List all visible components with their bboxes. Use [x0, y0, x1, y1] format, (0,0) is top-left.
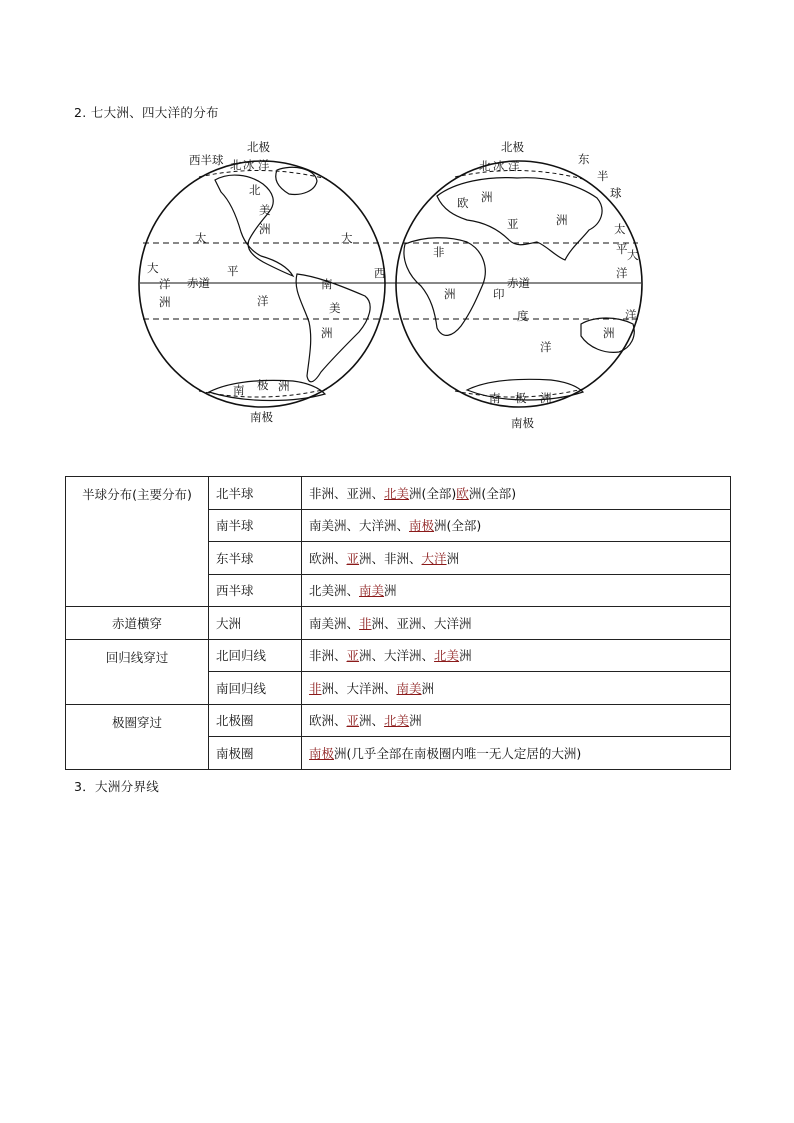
row-text-highlight: 亚	[346, 648, 360, 664]
label-west-north-pole: 北极	[247, 140, 270, 154]
label-west-arctic-3: 洋	[258, 158, 270, 172]
row-label: 北半球	[209, 477, 302, 510]
label-pacific-da: 大	[341, 231, 353, 245]
row-text: 欧洲、	[309, 713, 347, 729]
row-text: 非洲、	[309, 648, 347, 664]
label-atl-yang: 洋	[159, 277, 171, 291]
row-label: 南回归线	[209, 672, 302, 705]
label-pacific-tai: 太	[195, 231, 207, 245]
label-indian-2: 度	[517, 309, 529, 323]
group-polar-circles: 极圈穿过	[66, 704, 209, 769]
label-asia-2: 洲	[556, 213, 568, 227]
label-zhou-l: 洲	[159, 295, 171, 309]
continent-outlines-west	[209, 167, 370, 400]
row-text-highlight: 北美	[384, 485, 410, 501]
label-ant-east-1: 南	[489, 391, 501, 405]
row-content	[302, 509, 731, 542]
row-text: 洲(全部)	[468, 485, 517, 501]
west-labels	[147, 140, 386, 424]
label-na-2: 美	[259, 203, 271, 217]
row-text: 南美洲、大洋洲、	[309, 518, 410, 534]
row-text: 洲	[384, 583, 397, 599]
section-3-heading: 3．大洲分界线	[74, 779, 160, 794]
row-content	[302, 672, 731, 705]
row-label: 北回归线	[209, 639, 302, 672]
row-label: 南极圈	[209, 737, 302, 770]
row-text: 南美洲、	[309, 615, 360, 631]
western-hemisphere-outline	[139, 161, 385, 407]
row-text: 欧洲、	[309, 550, 347, 566]
group-tropics: 回归线穿过	[66, 639, 209, 704]
label-europe-2: 洲	[481, 190, 493, 204]
row-text: 非洲、亚洲、	[309, 485, 385, 501]
label-east-arctic-2: 冰	[493, 159, 505, 173]
row-text: 洲(几乎全部在南极圈内唯一无人定居的大洲)	[334, 745, 582, 761]
row-text-highlight: 非	[309, 680, 322, 696]
label-east-hemi-3: 球	[610, 186, 622, 200]
label-ant-west-3: 洲	[278, 379, 290, 393]
greenland-outline	[276, 167, 317, 194]
label-west-arctic-2: 冰	[243, 158, 255, 172]
row-content	[302, 607, 731, 640]
label-oceania-2: 洋	[625, 308, 637, 322]
row-text-highlight: 北美	[434, 648, 460, 664]
continent-distribution-table	[65, 476, 731, 770]
row-text-highlight: 欧	[456, 485, 469, 501]
row-text-highlight: 非	[359, 615, 372, 631]
row-content	[302, 477, 731, 510]
label-xi: 西	[374, 266, 386, 280]
label-pac-yang: 洋	[257, 294, 269, 308]
row-text-highlight: 北美	[384, 713, 410, 729]
group-equator: 赤道横穿	[66, 607, 209, 640]
section-2-heading: 2. 七大洲、四大洋的分布	[74, 105, 219, 120]
row-content	[302, 704, 731, 737]
table-row	[66, 704, 731, 737]
label-pacific-ping: 平	[227, 264, 239, 278]
label-west-arctic-1: 北	[230, 158, 242, 172]
label-pac-r-2: 平	[616, 242, 628, 256]
row-text: 洲、	[359, 713, 385, 729]
label-west-hemisphere: 西半球	[189, 153, 224, 167]
label-pac-r-3: 洋	[616, 266, 628, 280]
label-na-1: 北	[249, 183, 261, 197]
south-america-outline	[296, 274, 370, 382]
row-text: 洲、亚洲、大洋洲	[371, 615, 472, 631]
label-ant-west-2: 极	[257, 378, 269, 392]
world-hemispheres-map	[137, 136, 647, 434]
label-oceania-3: 洲	[603, 326, 615, 340]
row-text: 北美洲、	[309, 583, 360, 599]
row-label: 东半球	[209, 542, 302, 575]
eurasia-outline	[437, 178, 602, 260]
label-west-south-pole: 南极	[250, 410, 273, 424]
row-text-highlight: 南极	[409, 518, 435, 534]
label-africa-1: 非	[433, 245, 445, 259]
label-sa-2: 美	[329, 301, 341, 315]
row-text: 洲	[459, 648, 472, 664]
label-pac-r-1: 太	[614, 222, 626, 236]
label-indian-3: 洋	[540, 340, 552, 354]
row-content	[302, 574, 731, 607]
label-east-arctic-1: 北	[479, 159, 491, 173]
row-text: 洲、非洲、	[359, 550, 422, 566]
label-east-north-pole: 北极	[501, 140, 524, 154]
row-text-highlight: 南美	[396, 680, 422, 696]
row-text: 洲	[409, 713, 422, 729]
label-east-arctic-3: 洋	[508, 159, 520, 173]
label-europe-1: 欧	[457, 196, 469, 210]
table-row	[66, 607, 731, 640]
row-text-highlight: 南极	[309, 745, 335, 761]
row-label: 大洲	[209, 607, 302, 640]
row-text: 洲(全部)	[409, 485, 457, 501]
label-east-hemi-2: 半	[597, 169, 609, 183]
row-text: 洲、大洋洲、	[359, 648, 435, 664]
label-ant-east-2: 极	[515, 391, 527, 405]
label-indian-1: 印	[493, 287, 505, 301]
label-asia-1: 亚	[507, 217, 519, 231]
row-label: 北极圈	[209, 704, 302, 737]
label-sa-1: 南	[321, 277, 333, 291]
table-row	[66, 639, 731, 672]
row-text: 洲、大洋洲、	[321, 680, 397, 696]
label-equator-west: 赤道	[187, 276, 210, 290]
label-equator-east: 赤道	[507, 276, 530, 290]
row-text: 洲	[421, 680, 435, 696]
table-row	[66, 477, 731, 510]
label-na-3: 洲	[259, 222, 271, 236]
label-africa-2: 洲	[444, 287, 456, 301]
row-label: 南半球	[209, 509, 302, 542]
row-content	[302, 737, 731, 770]
row-text-highlight: 亚	[346, 550, 360, 566]
row-text-highlight: 大洋	[421, 550, 447, 566]
label-ant-west-1: 南	[233, 383, 245, 397]
row-content	[302, 639, 731, 672]
row-label: 西半球	[209, 574, 302, 607]
row-content	[302, 542, 731, 575]
label-ant-east-3: 洲	[540, 391, 552, 405]
label-oceania-1: 大	[627, 248, 639, 262]
row-text: 洲	[446, 550, 460, 566]
group-hemisphere: 半球分布(主要分布)	[66, 477, 209, 607]
label-atl-da: 大	[147, 261, 159, 275]
label-east-south-pole: 南极	[511, 416, 534, 430]
label-sa-3: 洲	[321, 326, 333, 340]
label-east-hemi-1: 东	[578, 152, 590, 166]
row-text-highlight: 亚	[346, 713, 360, 729]
row-text-highlight: 南美	[359, 583, 385, 599]
row-text: 洲(全部)	[434, 518, 482, 534]
latitude-lines	[140, 170, 641, 397]
